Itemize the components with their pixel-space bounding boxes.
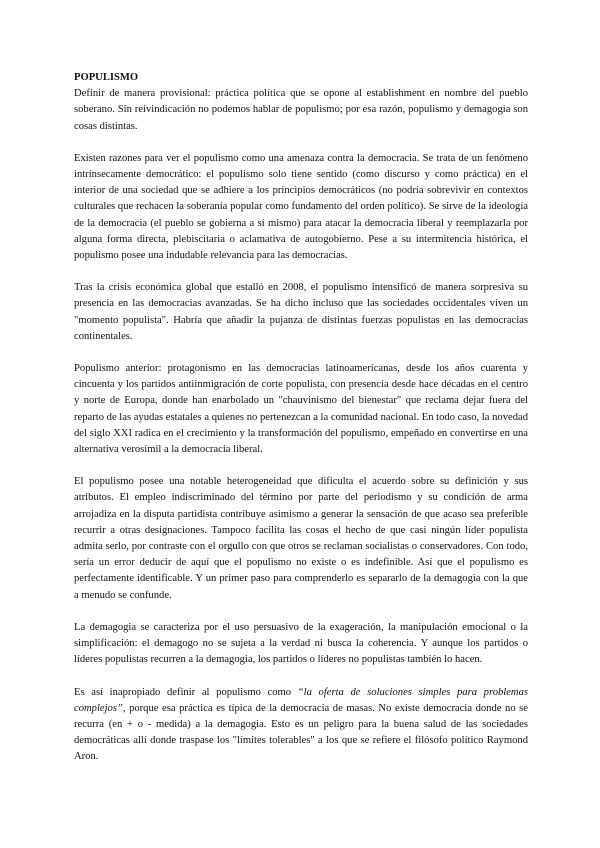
paragraph-conclusion [74, 685, 528, 766]
paragraph-heterogeneity: El populismo posee una notable heterogeneidad que dificulta el acuerdo sobre su definición y sus atributos. El empleo indiscriminado del término por parte del periodismo y su condición de arma arrojadiza en la disputa partidista contribuye asimismo a generar la sensación de que acaso sea preferible recurrir a otras designaciones. Tampoco facilita las cosas el hecho de que casi ningún líder populista admita serlo, por contraste con el orgullo con que otros se reclaman socialistas o conservadores. Con todo, sería un error deducir de aquí que el populismo no existe o es indefinible. Así que el populismo es perfectamente identificable. Y un primer paso para comprenderlo es separarlo de la demagogia con la que a menudo se confunde. [74, 476, 528, 601]
paragraph-crisis: Tras la crisis económica global que estalló en 2008, el populismo intensificó de manera sorpresiva su presencia en las democracias avanzadas. Se ha dicho incluso que las sociedades occidentales viven un "momento populista". Habría que añadir la pujanza de distintas fuerzas populistas en las democracias continentales. [74, 282, 528, 342]
paragraph-history: Populismo anterior: protagonismo en las democracias latinoamericanas, desde los años cuarenta y cincuenta y los partidos antiinmigración de corte populista, con presencia desde hace décadas en el centro y norte de Europa, donde han enarbolado un "chauvinismo del bienestar" que reclama dejar fuera del reparto de las ayudas estatales a quienes no pertenezcan a la comunidad nacional. En todo caso, la novedad del siglo XXI radica en el crecimiento y la transformación del populismo, empeñado en convertirse en una alternativa verosímil a la democracia liberal. [74, 363, 528, 456]
paragraph-threat: Existen razones para ver el populismo como una amenaza contra la democracia. Se trata de un fenómeno intrínsecamente democrático: el populismo solo tiene sentido (como discurso y como práctica) en el interior de una sociedad que se adhiere a los principios democráticos (no podría sobrevivir en contextos culturales que rechacen la soberanía popular como fundamento del orden político). Se sirve de la ideología de la democracia (el pueblo se gobierna a sí mismo) para atacar la democracia liberal y reemplazarla por alguna forma directa, plebiscitaria o aclamativa de autogobierno. Pese a su intermitencia histórica, el populismo posee una indudable relevancia para las democracias. [74, 152, 528, 262]
conclusion-quote: “la oferta de soluciones simples para problemas complejos” [74, 686, 529, 714]
conclusion-after: , porque esa práctica es típica de la democracia de masas. No existe democracia donde no se recurra (en + o - medida) a la demagogia. Esto es un peligro para la buena salud de las sociedades democráticas allí donde traspase los "límites tolerables" a los que se refiere el filósofo político Raymond Aron. [74, 702, 528, 763]
paragraph-definition: Definir de manera provisional: práctica política que se opone al establishment en nombre del pueblo soberano. Sin reivindicación no podemos hablar de populismo; por esa razón, populismo y demagogia son cosas distintas. [74, 88, 528, 132]
conclusion-before: Es así inapropiado definir al populismo como [74, 686, 298, 698]
paragraph-demagogy: La demagogia se caracteriza por el uso persuasivo de la exageración, la manipulación emocional o la simplificación: el demagogo no se sujeta a la verdad ni busca la coherencia. Y aunque los partidos o líderes populistas recurren a la demagogia, los partidos o líderes no populistas también lo hacen. [74, 621, 528, 666]
document-title: POPULISMO [74, 72, 139, 83]
